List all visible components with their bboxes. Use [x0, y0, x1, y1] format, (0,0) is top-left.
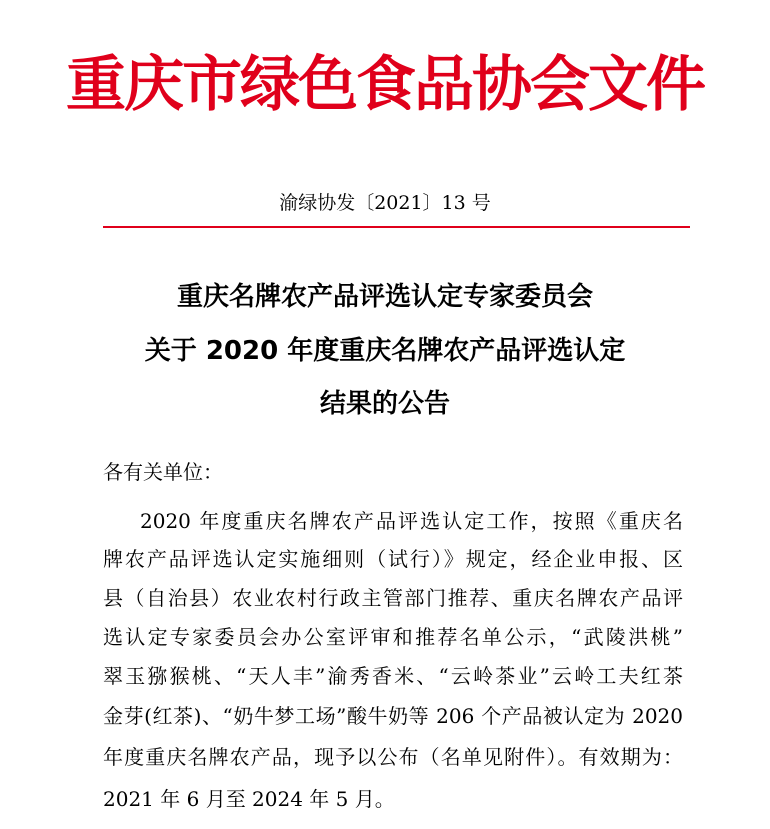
body-line-7: 年度重庆名牌农产品，现予以公布（名单见附件）。有效期为： — [103, 745, 683, 769]
org-masthead-title: 重庆市绿色食品协会文件 — [66, 50, 704, 120]
body-line-6: 金芽(红茶)、“奶牛梦工场”酸牛奶等 206 个产品被认定为 2020 — [103, 704, 683, 728]
red-divider-line — [103, 226, 690, 228]
salutation: 各有关单位： — [103, 460, 223, 484]
notice-title-line-1: 重庆名牌农产品评选认定专家委员会 — [176, 282, 593, 312]
document-number: 渝绿协发〔2021〕13 号 — [279, 192, 491, 214]
notice-title-line-2: 关于 2020 年度重庆名牌农产品评选认定 — [144, 336, 626, 366]
body-line-1: 2020 年度重庆名牌农产品评选认定工作，按照《重庆名 — [140, 509, 683, 533]
body-line-5: 翠玉猕猴桃、“天人丰”渝秀香米、“云岭茶业”云岭工夫红茶 — [103, 664, 683, 688]
notice-title-line-3: 结果的公告 — [319, 389, 450, 419]
body-line-3: 县（自治县）农业农村行政主管部门推荐、重庆名牌农产品评 — [103, 586, 683, 610]
body-line-4: 选认定专家委员会办公室评审和推荐名单公示，“武陵洪桃” — [103, 625, 683, 649]
body-line-2: 牌农产品评选认定实施细则（试行）》规定，经企业申报、区 — [103, 547, 683, 571]
body-line-8: 2021 年 6 月至 2024 年 5 月。 — [103, 787, 395, 811]
